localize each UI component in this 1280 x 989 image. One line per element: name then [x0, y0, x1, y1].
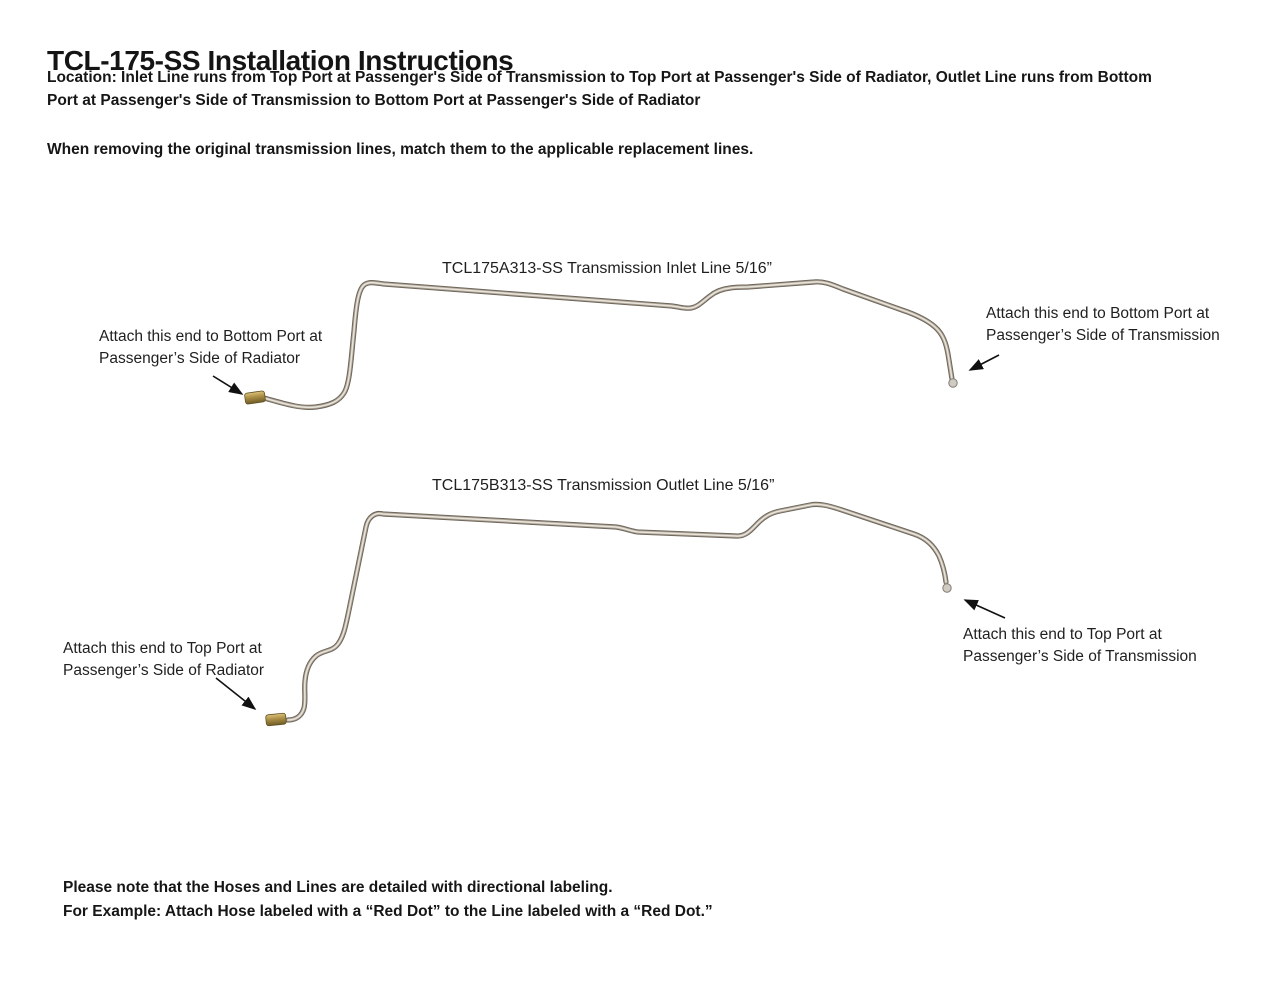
- inlet-line-tube: [264, 282, 952, 408]
- outlet-right-label-line1: Attach this end to Top Port at: [963, 626, 1162, 643]
- inlet-radiator-brass-fitting: [244, 391, 265, 405]
- inlet-radiator-arrow-icon: [213, 376, 242, 394]
- inlet-right-label-line1: Attach this end to Bottom Port at: [986, 305, 1210, 322]
- outlet-right-label-line2: Passenger’s Side of Transmission: [963, 648, 1197, 665]
- outlet-radiator-arrow-icon: [216, 678, 255, 709]
- instruction-text: When removing the original transmission lines, match them to the applicable replacement lines.: [47, 141, 754, 158]
- outlet-left-label-line2: Passenger’s Side of Radiator: [63, 662, 265, 679]
- outlet-transmission-arrow-icon: [965, 600, 1005, 618]
- outlet-left-label-line1: Attach this end to Top Port at: [63, 640, 262, 657]
- inlet-left-label: [99, 326, 322, 370]
- note-line-1: Please note that the Hoses and Lines are detailed with directional labeling.: [63, 879, 613, 896]
- outlet-line-caption: TCL175B313-SS Transmission Outlet Line 5/16”: [432, 477, 775, 494]
- outlet-radiator-brass-fitting: [265, 713, 286, 726]
- location-line-2: Port at Passenger's Side of Transmission to Bottom Port at Passenger's Side of Radiator: [47, 92, 701, 109]
- inlet-transmission-end-fitting: [949, 379, 957, 387]
- inlet-right-label: [986, 303, 1220, 347]
- inlet-right-label-line2: Passenger’s Side of Transmission: [986, 327, 1220, 344]
- note-line-2: For Example: Attach Hose labeled with a “Red Dot” to the Line labeled with a “Red Dot.”: [63, 903, 713, 920]
- outlet-transmission-end-fitting: [943, 584, 951, 592]
- inlet-line-caption: TCL175A313-SS Transmission Inlet Line 5/16”: [442, 260, 772, 277]
- inlet-transmission-arrow-icon: [970, 355, 999, 370]
- inlet-left-label-line2: Passenger’s Side of Radiator: [99, 350, 301, 367]
- inlet-left-label-line1: Attach this end to Bottom Port at: [99, 328, 323, 345]
- page-title: TCL-175-SS Installation Instructions: [47, 44, 514, 76]
- outlet-right-label: [963, 624, 1197, 668]
- outlet-line-tube: [288, 504, 946, 720]
- location-line-1: Location: Inlet Line runs from Top Port at Passenger's Side of Transmission to Top Port at Passenger's Side of Radiator, Outlet Line runs from Bottom: [47, 69, 1152, 86]
- directional-labeling-note: [63, 876, 713, 924]
- outlet-left-label: [63, 638, 264, 682]
